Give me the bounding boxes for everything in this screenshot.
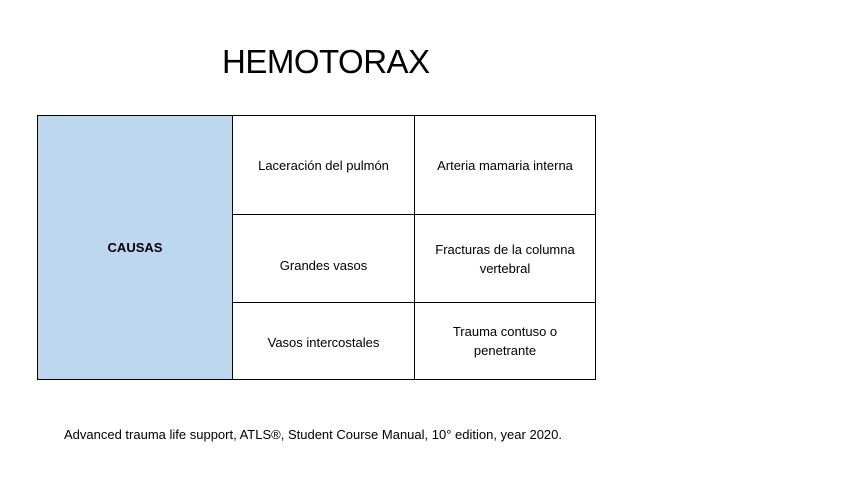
causes-table (37, 115, 596, 380)
table-cell: Fracturas de la columna vertebral (415, 215, 596, 303)
table-cell: Grandes vasos (233, 215, 415, 303)
table-cell: Arteria mamaria interna (415, 116, 596, 215)
source-citation: Advanced trauma life support, ATLS®, Student Course Manual, 10° edition, year 2020. (64, 427, 562, 442)
table-cell: Laceración del pulmón (233, 116, 415, 215)
table-cell: Vasos intercostales (233, 303, 415, 380)
table-row (38, 116, 596, 215)
slide-title: HEMOTORAX (222, 43, 430, 80)
table-cell: Trauma contuso o penetrante (415, 303, 596, 380)
causes-header-cell: CAUSAS (38, 116, 233, 380)
